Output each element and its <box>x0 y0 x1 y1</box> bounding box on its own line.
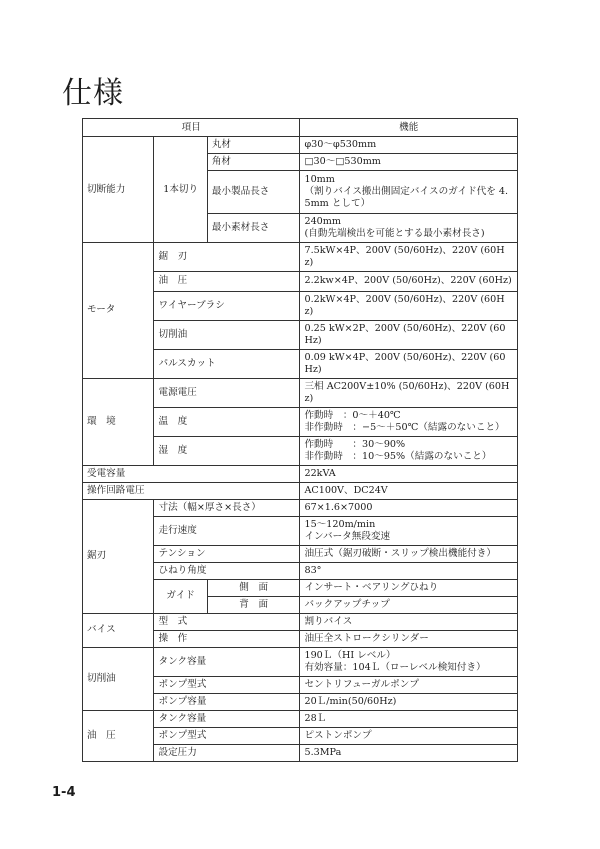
min-material-line1: 240mm <box>304 216 341 228</box>
speed-line2: インバータ無段変速 <box>304 530 391 542</box>
tension-value: 油圧式（鋸刃破断・スリップ検出機能付き） <box>300 545 518 562</box>
control-voltage-label: 操作回路電圧 <box>83 482 300 499</box>
table-row <box>83 243 518 272</box>
speed-label: 走行速度 <box>154 516 300 545</box>
motor-coolant-label: 切削油 <box>154 320 300 349</box>
min-product-label: 最小製品長さ <box>207 171 300 214</box>
cutting-label: 切断能力 <box>83 137 154 243</box>
vise-operation-value: 油圧全ストロークシリンダー <box>300 630 518 647</box>
speed-value <box>300 516 518 545</box>
motor-pulse-cut-label: パルスカット <box>154 349 300 378</box>
temperature-label: 温 度 <box>154 407 300 436</box>
min-product-line2: （割りバイス搬出側固定バイスのガイド代を 4.5mm として） <box>304 186 509 209</box>
oil-tank-value <box>300 647 518 676</box>
power-capacity-value: 22kVA <box>300 465 518 482</box>
saw-blade-label: 鋸刃 <box>83 499 154 613</box>
humidity-value <box>300 436 518 465</box>
vise-label: バイス <box>83 613 154 647</box>
table-row <box>83 137 518 154</box>
header-item: 項目 <box>83 119 300 137</box>
motor-wire-brush-label: ワイヤーブラシ <box>154 291 300 320</box>
temperature-line2: 非作動時 ：−5〜＋50℃（結露のないこと） <box>304 421 505 433</box>
hydraulics-label: 油 圧 <box>83 710 154 761</box>
power-capacity-label: 受電容量 <box>83 465 300 482</box>
tension-label: テンション <box>154 545 300 562</box>
voltage-label: 電源電圧 <box>154 378 300 407</box>
twist-label: ひねり角度 <box>154 562 300 579</box>
table-row <box>83 647 518 676</box>
hyd-pressure-label: 設定圧力 <box>154 744 300 761</box>
humidity-line1: 作動時 ：30〜90% <box>304 438 406 450</box>
square-value: □30〜□530mm <box>300 154 518 171</box>
min-product-value <box>300 171 518 214</box>
temperature-value <box>300 407 518 436</box>
humidity-line2: 非作動時 ：10〜95%（結露のないこと） <box>304 450 492 462</box>
guide-side-label: 側 面 <box>207 579 300 596</box>
environment-label: 環 境 <box>83 378 154 465</box>
hyd-tank-value: 28Ｌ <box>300 710 518 727</box>
table-row <box>83 482 518 499</box>
humidity-label: 湿 度 <box>154 436 300 465</box>
page-title: 仕様 <box>62 76 124 111</box>
motor-saw-label: 鋸 刃 <box>154 243 300 272</box>
oil-pump-type-value: セントリフューガルポンプ <box>300 676 518 693</box>
dimensions-value: 67×1.6×7000 <box>300 499 518 516</box>
square-label: 角材 <box>207 154 300 171</box>
oil-tank-line1: 190Ｌ（HI レベル） <box>304 649 396 661</box>
dimensions-label: 寸法（幅×厚さ×長さ） <box>154 499 300 516</box>
oil-tank-label: タンク容量 <box>154 647 300 676</box>
hyd-pump-type-value: ピストンポンプ <box>300 727 518 744</box>
voltage-value: 三相 AC200V±10% (50/60Hz)、220V (60Hz) <box>300 378 518 407</box>
table-row <box>83 613 518 630</box>
motor-coolant-value: 0.25 kW×2P、200V (50/60Hz)、220V (60Hz) <box>300 320 518 349</box>
min-product-line1: 10mm <box>304 174 335 186</box>
cutting-oil-label: 切削油 <box>83 647 154 710</box>
min-material-line2: (自動先端検出を可能とする最小素材長さ) <box>304 228 485 239</box>
oil-tank-line2: 有効容量：104Ｌ（ローレベル検知付き） <box>304 661 486 673</box>
motor-wire-brush-value: 0.2kW×4P、200V (50/60Hz)、220V (60Hz) <box>300 291 518 320</box>
motor-hydraulic-label: 油 圧 <box>154 271 300 291</box>
page-number: 1-4 <box>52 785 76 800</box>
table-header-row <box>83 119 518 137</box>
hyd-pump-type-label: ポンプ型式 <box>154 727 300 744</box>
control-voltage-value: AC100V、DC24V <box>300 482 518 499</box>
table-row <box>83 465 518 482</box>
hyd-pressure-value: 5.3MPa <box>300 744 518 761</box>
guide-side-value: インサート・ベアリングひねり <box>300 579 518 596</box>
cutting-sub-label: 1本切り <box>154 137 207 243</box>
vise-type-label: 型 式 <box>154 613 300 630</box>
oil-pump-type-label: ポンプ型式 <box>154 676 300 693</box>
spec-table <box>82 118 518 762</box>
motor-hydraulic-value: 2.2kw×4P、200V (50/60Hz)、220V (60Hz) <box>300 271 518 291</box>
speed-line1: 15〜120m/min <box>304 518 376 530</box>
table-row <box>83 378 518 407</box>
twist-value: 83° <box>300 562 518 579</box>
motor-pulse-cut-value: 0.09 kW×4P、200V (50/60Hz)、220V (60Hz) <box>300 349 518 378</box>
header-function: 機能 <box>300 119 518 137</box>
motor-saw-value: 7.5kW×4P、200V (50/60Hz)、220V (60Hz) <box>300 243 518 272</box>
motor-label: モータ <box>83 243 154 379</box>
guide-back-label: 背 面 <box>207 596 300 613</box>
guide-label: ガイド <box>154 579 207 613</box>
vise-type-value: 割りバイス <box>300 613 518 630</box>
oil-pump-capacity-value: 20Ｌ/min(50/60Hz) <box>300 693 518 710</box>
round-value: φ30〜φ530mm <box>300 137 518 154</box>
min-material-label: 最小素材長さ <box>207 214 300 243</box>
guide-back-value: バックアップチップ <box>300 596 518 613</box>
oil-pump-capacity-label: ポンプ容量 <box>154 693 300 710</box>
table-row <box>83 710 518 727</box>
round-label: 丸材 <box>207 137 300 154</box>
vise-operation-label: 操 作 <box>154 630 300 647</box>
min-material-value <box>300 214 518 243</box>
hyd-tank-label: タンク容量 <box>154 710 300 727</box>
temperature-line1: 作動時 ：0〜＋40℃ <box>304 409 401 421</box>
table-row <box>83 499 518 516</box>
